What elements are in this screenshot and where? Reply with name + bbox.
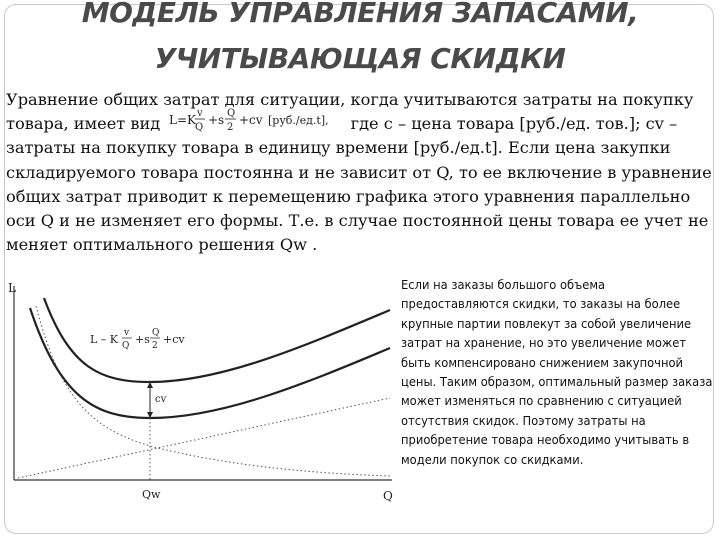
paragraph-part-2: где с – цена товара [руб./ед. тов.]; cv – затраты на покупку товара в единицу времени [руб./ед.t]. Если цена закупки складируемого товара постоянна и не зависит от Q, то ее включение в уравнение общих затрат приводит к перемещению графика этого уравнения параллельно оси Q и не изменяет его формы. Т.е. в случае постоянной цены товара ее учет не меняет оптимального решения Qw . bbox=[6, 114, 712, 255]
svg-text:2: 2 bbox=[227, 122, 234, 134]
y-axis-label: L bbox=[8, 281, 16, 295]
curve-formula-text: L – K v/Q + s Q/2 + cv bbox=[0, 278, 12, 279]
svg-text:[руб./ед.t],: [руб./ед.t], bbox=[268, 114, 330, 128]
svg-text:L – K: L – K bbox=[90, 333, 119, 346]
x-axis-label: Q bbox=[383, 489, 393, 503]
holding-cost-line bbox=[18, 398, 390, 478]
svg-text:+cv: +cv bbox=[163, 333, 185, 346]
svg-text:+s: +s bbox=[208, 113, 225, 128]
svg-text:L=K: L=K bbox=[169, 113, 197, 128]
cost-curve-graph bbox=[0, 278, 400, 518]
svg-text:Q: Q bbox=[122, 341, 130, 351]
paragraph-part-1: Уравнение общих затрат для ситуации, когда учитываются затраты на покупку товара, имеет вид bbox=[6, 90, 694, 134]
svg-text:v: v bbox=[197, 108, 204, 120]
svg-text:v: v bbox=[124, 328, 130, 338]
svg-text:+cv: +cv bbox=[239, 113, 263, 128]
svg-text:Q: Q bbox=[195, 122, 204, 134]
slide-title-line-2: УЧИТЫВАЮЩАЯ СКИДКИ bbox=[154, 42, 566, 75]
slide-title-line-1: МОДЕЛЬ УПРАВЛЕНИЯ ЗАПАСАМИ, bbox=[81, 0, 639, 29]
svg-text:2: 2 bbox=[152, 341, 158, 351]
curve-formula-label bbox=[90, 328, 185, 351]
optimum-label: Qw bbox=[142, 488, 161, 501]
shift-label: cv bbox=[155, 394, 167, 405]
discount-explanation-text: Если на заказы большого объема предоставляются скидки, то заказы на более крупные партии повлекут за собой увеличение затрат на хранение, но это увеличение может быть компенсировано снижением закупочной цены. Таким образом, оптимальный размер заказа может изменяться по сравнению с ситуацией отсутствия скидок. Поэтому затраты на приобретение товара необходимо учитывать в модели покупок со скидками. bbox=[401, 278, 713, 468]
svg-text:+s: +s bbox=[135, 333, 150, 346]
svg-text:Q: Q bbox=[227, 108, 236, 120]
total-cost-formula bbox=[165, 108, 345, 134]
main-paragraph bbox=[6, 88, 712, 257]
svg-text:Q: Q bbox=[152, 328, 160, 338]
